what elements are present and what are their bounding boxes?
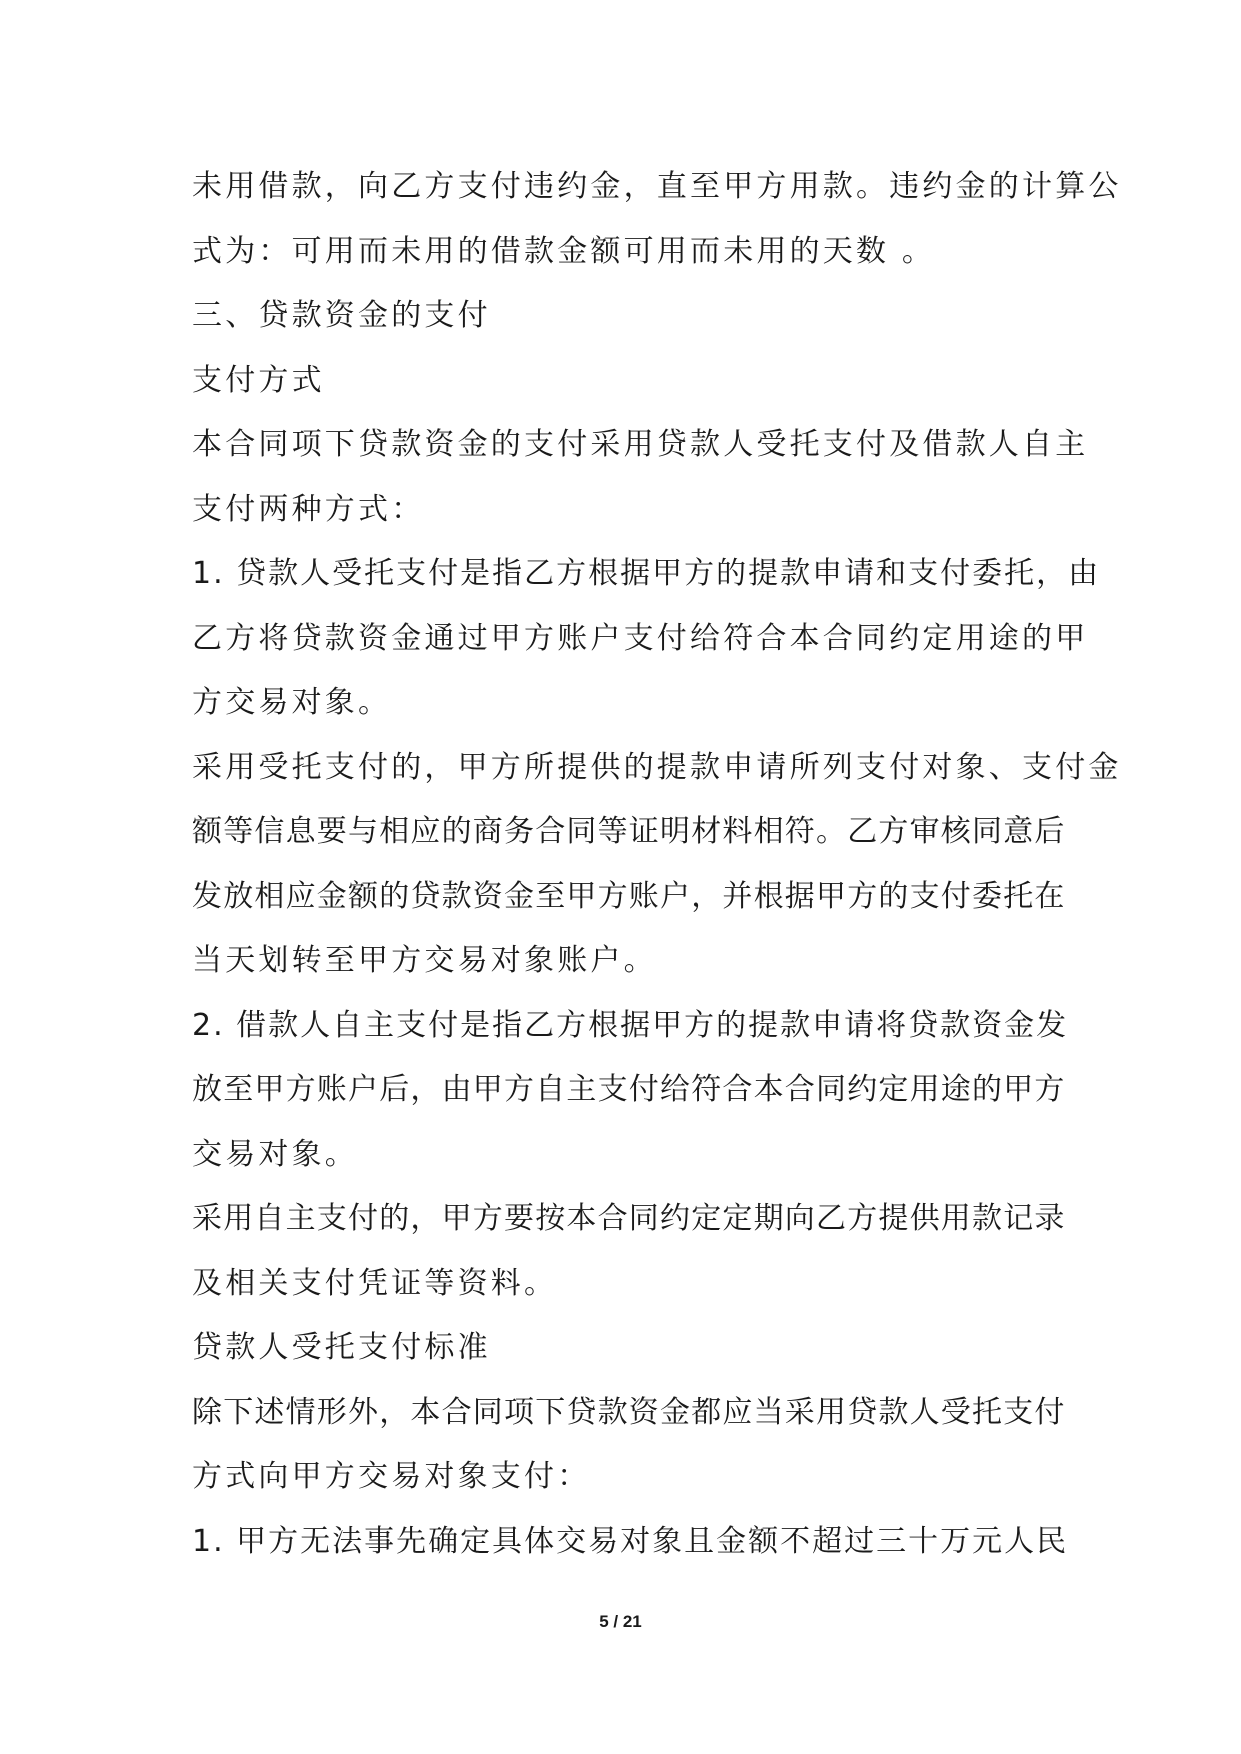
body-line: 采用受托支付的，甲方所提供的提款申请所列支付对象、支付金 [192, 749, 1122, 785]
body-line: 未用借款，向乙方支付违约金，直至甲方用款。违约金的计算公 [192, 169, 1122, 204]
body-line: 采用自主支付的，甲方要按本合同约定定期向乙方提供用款记录 [192, 1201, 1066, 1236]
section-heading: 三、贷款资金的支付 [192, 298, 491, 333]
body-line: 除下述情形外，本合同项下贷款资金都应当采用贷款人受托支付 [192, 1394, 1066, 1430]
body-line: 1. 贷款人受托支付是指乙方根据甲方的提款申请和支付委托，由 [192, 556, 1101, 591]
body-line: 式为：可用而未用的借款金额可用而未用的天数 。 [192, 233, 936, 269]
subsection-heading: 贷款人受托支付标准 [192, 1330, 491, 1365]
body-line: 1. 甲方无法事先确定具体交易对象且金额不超过三十万元人民 [192, 1523, 1069, 1559]
body-line: 乙方将贷款资金通过甲方账户支付给符合本合同约定用途的甲 [192, 620, 1089, 656]
subsection-heading: 支付方式 [192, 362, 325, 398]
body-line: 额等信息要与相应的商务合同等证明材料相符。乙方审核同意后 [192, 814, 1066, 849]
body-line: 放至甲方账户后，由甲方自主支付给符合本合同约定用途的甲方 [192, 1072, 1066, 1107]
body-line: 当天划转至甲方交易对象账户。 [192, 943, 657, 978]
body-line: 2. 借款人自主支付是指乙方根据甲方的提款申请将贷款资金发 [192, 1007, 1069, 1043]
body-line: 发放相应金额的贷款资金至甲方账户，并根据甲方的支付委托在 [192, 878, 1066, 914]
body-line: 支付两种方式： [192, 491, 425, 527]
body-line: 方交易对象。 [192, 685, 392, 720]
document-body [192, 155, 1122, 1574]
body-line: 方式向甲方交易对象支付： [192, 1459, 591, 1494]
page-number: 5 / 21 [599, 1612, 642, 1631]
body-line: 本合同项下贷款资金的支付采用贷款人受托支付及借款人自主 [192, 427, 1089, 462]
body-line: 及相关支付凭证等资料。 [192, 1265, 558, 1301]
body-line: 交易对象。 [192, 1136, 358, 1172]
